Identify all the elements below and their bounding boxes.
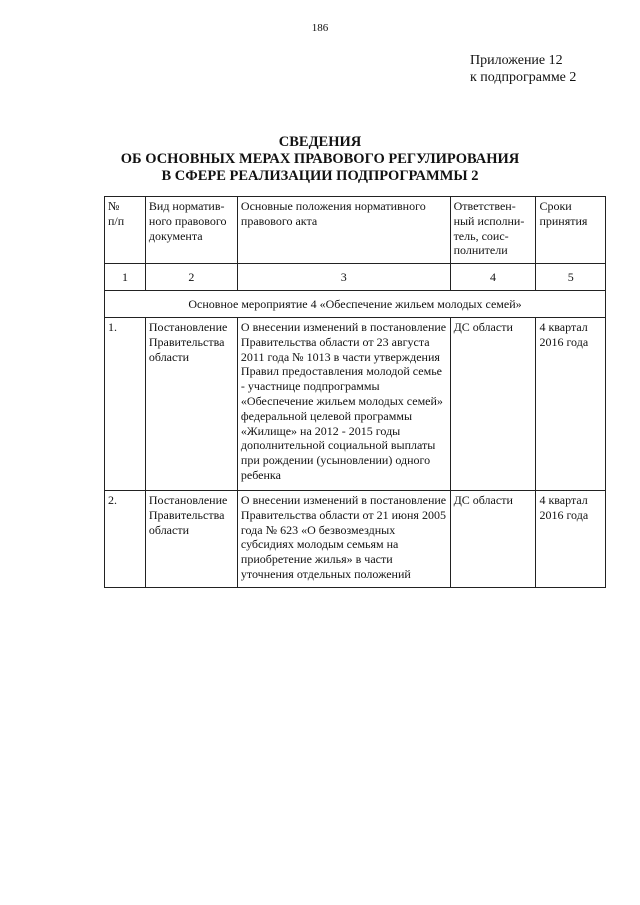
table-row <box>105 318 606 491</box>
section-row <box>105 291 606 318</box>
row-provisions: О внесении изменений в постановление Правительства области от 21 июня 2005 года № 623 «О безвозмездных субсидиях молодым семьям на приобретение жилья» в части уточнения отдельных положений <box>237 491 450 588</box>
column-number: 1 <box>105 264 146 291</box>
column-number: 5 <box>536 264 606 291</box>
page-number: 186 <box>311 22 329 34</box>
row-executor: ДС области <box>450 318 536 491</box>
column-number: 2 <box>145 264 237 291</box>
header-provisions: Основные положения нормативного правового акта <box>237 197 450 264</box>
section-title: Основное мероприятие 4 «Обеспечение жильем молодых семей» <box>105 291 606 318</box>
row-deadline: 4 квартал 2016 года <box>536 491 606 588</box>
title-line-2: ОБ ОСНОВНЫХ МЕРАХ ПРАВОВОГО РЕГУЛИРОВАНИЯ <box>120 151 520 167</box>
row-number: 2. <box>105 491 146 588</box>
row-number: 1. <box>105 318 146 491</box>
appendix-line-2: к подпрограмме 2 <box>470 70 577 85</box>
column-number-row <box>105 264 606 291</box>
row-deadline: 4 квартал 2016 года <box>536 318 606 491</box>
appendix-line-1: Приложение 12 <box>470 53 563 68</box>
column-number: 3 <box>237 264 450 291</box>
document-title <box>0 134 640 185</box>
title-line-3: В СФЕРЕ РЕАЛИЗАЦИИ ПОДПРОГРАММЫ 2 <box>161 168 479 184</box>
measures-table <box>104 196 606 588</box>
row-document-type: Постановление Правительства области <box>145 318 237 491</box>
table-header-row <box>105 197 606 264</box>
row-provisions: О внесении изменений в постановление Правительства области от 23 августа 2011 года № 1013 в части утверждения Правил предоставления молодой семье - участнице подпрограммы «Обеспечение жильем молодых семей» федеральной целевой программы «Жилище» на 2012 - 2015 годы дополнительной социальной выплаты при рождении (усыновлении) одного ребенка <box>237 318 450 491</box>
appendix-note <box>470 52 620 86</box>
header-number: № п/п <box>105 197 146 264</box>
header-deadline: Сроки принятия <box>536 197 606 264</box>
row-executor: ДС области <box>450 491 536 588</box>
title-line-1: СВЕДЕНИЯ <box>278 134 362 150</box>
table-row <box>105 491 606 588</box>
row-document-type: Постановление Правительства области <box>145 491 237 588</box>
header-executor: Ответствен- ный исполни- тель, соис- полнители <box>450 197 536 264</box>
header-document-type: Вид норматив- ного правового документа <box>145 197 237 264</box>
column-number: 4 <box>450 264 536 291</box>
